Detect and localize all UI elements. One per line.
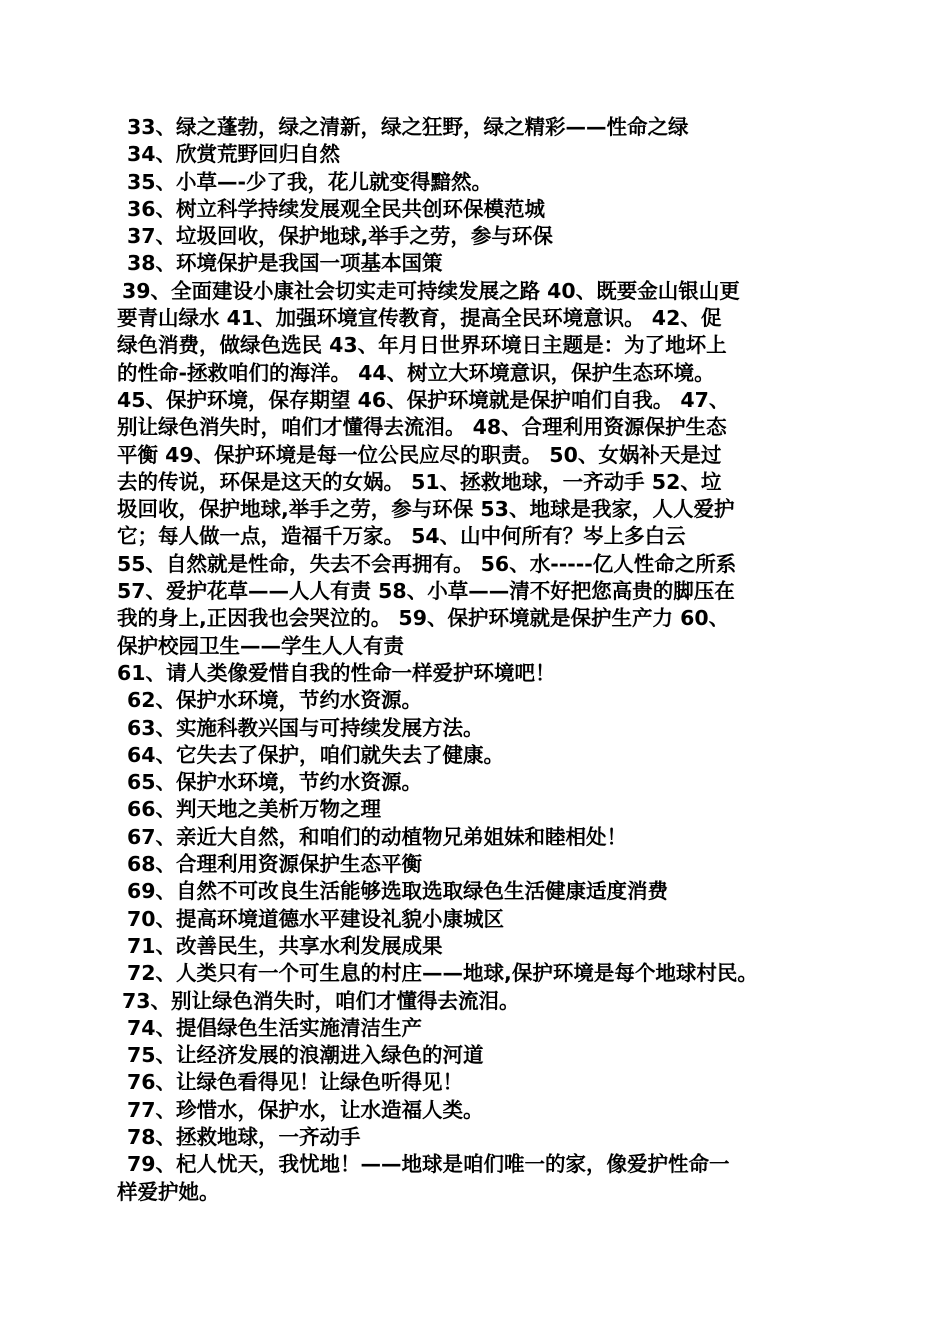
list-item: 63、实施科教兴国与可持续发展方法。 xyxy=(127,715,484,740)
list-item: 78、拯救地球，一齐动手 xyxy=(127,1124,361,1149)
list-item: 66、判天地之美析万物之理 xyxy=(127,797,382,822)
paragraph-line: 圾回收，保护地球,举手之劳，参与环保 53、地球是我家，人人爱护 xyxy=(117,497,735,522)
list-item: 36、树立科学持续发展观全民共创环保模范城 xyxy=(127,196,546,221)
list-item: 74、提倡绿色生活实施清洁生产 xyxy=(127,1015,423,1040)
list-item: 65、保护水环境，节约水资源。 xyxy=(127,770,423,795)
list-item: 35、小草—-少了我，花儿就变得黯然。 xyxy=(127,169,493,194)
list-item: 76、让绿色看得见！让绿色听得见！ xyxy=(127,1070,464,1095)
list-item: 68、合理利用资源保护生态平衡 xyxy=(127,852,423,877)
list-item: 75、让经济发展的浪潮进入绿色的河道 xyxy=(127,1043,484,1068)
list-item: 73、别让绿色消失时，咱们才懂得去流泪。 xyxy=(122,988,520,1013)
list-item: 71、改善民生，共享水利发展成果 xyxy=(127,933,443,958)
list-item: 77、珍惜水，保护水，让水造福人类。 xyxy=(127,1097,484,1122)
paragraph-line: 55、自然就是性命，失去不会再拥有。 56、水-----亿人性命之所系 xyxy=(117,551,737,576)
list-item: 37、垃圾回收，保护地球,举手之劳，参与环保 xyxy=(127,224,553,249)
paragraph-line: 要青山绿水 41、加强环境宣传教育，提高全民环境意识。 42、促 xyxy=(117,306,722,331)
list-item: 72、人类只有一个可生息的村庄——地球,保护环境是每个地球村民。 xyxy=(127,961,758,986)
slogan-list xyxy=(117,114,842,1206)
paragraph-line: 39、全面建设小康社会切实走可持续发展之路 40、既要金山银山更 xyxy=(122,278,740,303)
list-item: 69、自然不可改良生活能够选取选取绿色生活健康适度消费 xyxy=(127,879,669,904)
list-item: 34、欣赏荒野回归自然 xyxy=(127,142,341,167)
list-item: 样爱护她。 xyxy=(117,1179,220,1204)
paragraph-line: 它；每人做一点，造福千万家。 54、山中何所有？岑上多白云 xyxy=(117,524,686,549)
paragraph-line: 的性命-拯救咱们的海洋。 44、树立大环境意识，保护生态环境。 xyxy=(117,360,715,385)
list-item: 67、亲近大自然，和咱们的动植物兄弟姐妹和睦相处！ xyxy=(127,824,628,849)
list-item: 79、杞人忧天，我忧地！——地球是咱们唯一的家，像爱护性命一 xyxy=(127,1152,730,1177)
paragraph-line: 45、保护环境，保存期望 46、保护环境就是保护咱们自我。 47、 xyxy=(117,387,730,412)
paragraph-line: 61、请人类像爱惜自我的性命一样爱护环境吧！ xyxy=(117,660,556,685)
paragraph-line: 别让绿色消失时，咱们才懂得去流泪。 48、合理利用资源保护生态 xyxy=(117,415,727,440)
paragraph-line: 我的身上,正因我也会哭泣的。 59、保护环境就是保护生产力 60、 xyxy=(117,606,730,631)
list-item: 38、环境保护是我国一项基本国策 xyxy=(127,251,443,276)
list-item: 62、保护水环境，节约水资源。 xyxy=(127,688,423,713)
paragraph-line: 绿色消费，做绿色选民 43、年月日世界环境日主题是：为了地坏上 xyxy=(117,333,727,358)
paragraph-line: 去的传说，环保是这天的女娲。 51、拯救地球，一齐动手 52、垃 xyxy=(117,469,722,494)
list-item: 33、绿之蓬勃，绿之清新，绿之狂野，绿之精彩——性命之绿 xyxy=(127,115,689,139)
paragraph-line: 保护校园卫生——学生人人有责 xyxy=(117,633,404,658)
paragraph-line: 57、爱护花草——人人有责 58、小草——清不好把您高贵的脚压在 xyxy=(117,579,735,604)
list-item: 70、提高环境道德水平建设礼貌小康城区 xyxy=(127,906,505,931)
paragraph-line: 平衡 49、保护环境是每一位公民应尽的职责。 50、女娲补天是过 xyxy=(117,442,722,467)
list-item: 64、它失去了保护，咱们就失去了健康。 xyxy=(127,742,505,767)
